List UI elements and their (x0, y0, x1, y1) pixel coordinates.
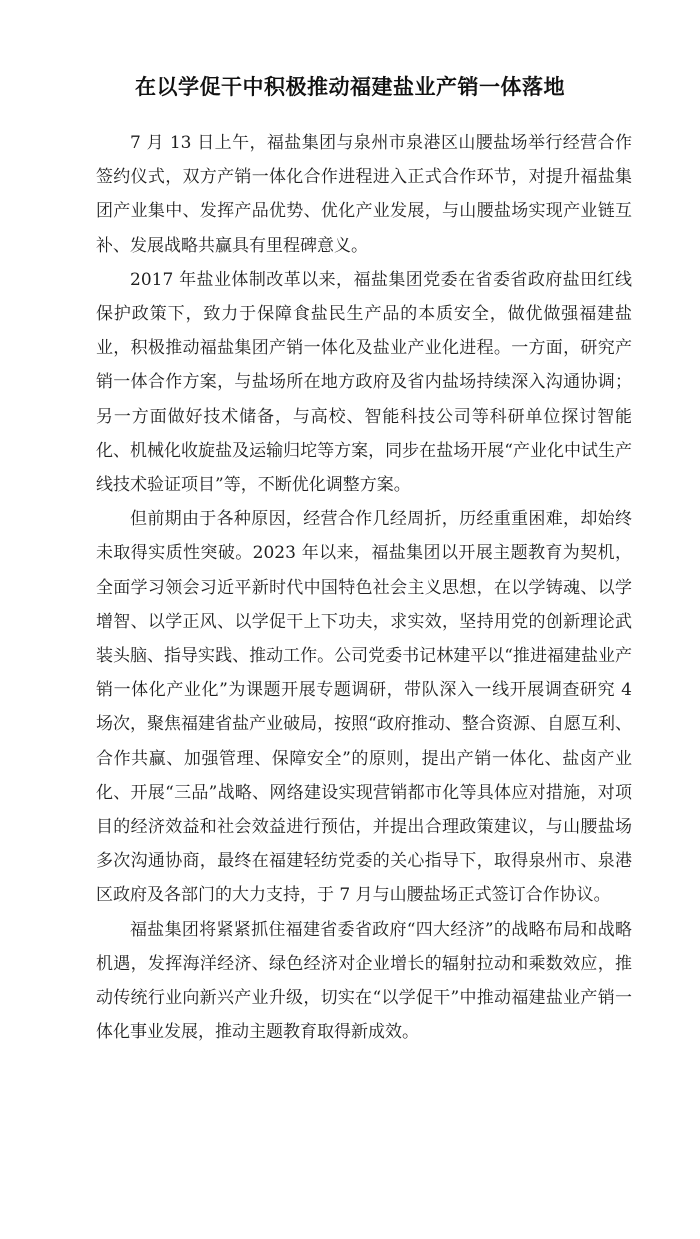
paragraph-1: 7 月 13 日上午，福盐集团与泉州市泉港区山腰盐场举行经营合作签约仪式，双方产销一体化合作进程进入正式合作环节，对提升福盐集团产业集中、发挥产品优势、优化产业发展，与山腰盐场实现产业链互补、发展战略共赢具有里程碑意义。 (96, 133, 632, 256)
paragraph-2: 2017 年盐业体制改革以来，福盐集团党委在省委省政府盐田红线保护政策下，致力于保障食盐民生产品的本质安全，做优做强福建盐业，积极推动福盐集团产销一体化及盐业产业化进程。一方面，研究产销一体合作方案，与盐场所在地方政府及省内盐场持续深入沟通协调；另一方面做好技术储备，与高校、智能科技公司等科研单位探讨智能化、机械化收旋盐及运输归坨等方案，同步在盐场开展“产业化中试生产线技术验证项目”等，不断优化调整方案。 (96, 269, 632, 496)
paragraph-4: 福盐集团将紧紧抓住福建省委省政府“四大经济”的战略布局和战略机遇，发挥海洋经济、绿色经济对企业增长的辐射拉动和乘数效应，推动传统行业向新兴产业升级，切实在“以学促干”中推动福建盐业产销一体化事业发展，推动主题教育取得新成效。 (96, 919, 632, 1043)
document-body (96, 126, 632, 1049)
paragraph-3: 但前期由于各种原因，经营合作几经周折，历经重重困难，却始终未取得实质性突破。2023 年以来，福盐集团以开展主题教育为契机，全面学习领会习近平新时代中国特色社会主义思想，在以学铸魂、以学增智、以学正风、以学促干上下功夫，求实效，坚持用党的创新理论武装头脑、指导实践、推动工作。公司党委书记林建平以“推进福建盐业产销一体化产业化”为课题开展专题调研，带队深入一线开展调查研究 4 场次，聚焦福建省盐产业破局，按照“政府推动、整合资源、自愿互利、合作共赢、加强管理、保障安全”的原则，提出产销一体化、盐卤产业化、开展“三品”战略、网络建设实现营销都市化等具体应对措施，对项目的经济效益和社会效益进行预估，并提出合理政策建议，与山腰盐场多次沟通协商，最终在福建轻纺党委的关心指导下，取得泉州市、泉港区政府及各部门的大力支持，于 7 月与山腰盐场正式签订合作协议。 (96, 509, 632, 906)
document-title: 在以学促干中积极推动福建盐业产销一体落地 (135, 74, 565, 100)
